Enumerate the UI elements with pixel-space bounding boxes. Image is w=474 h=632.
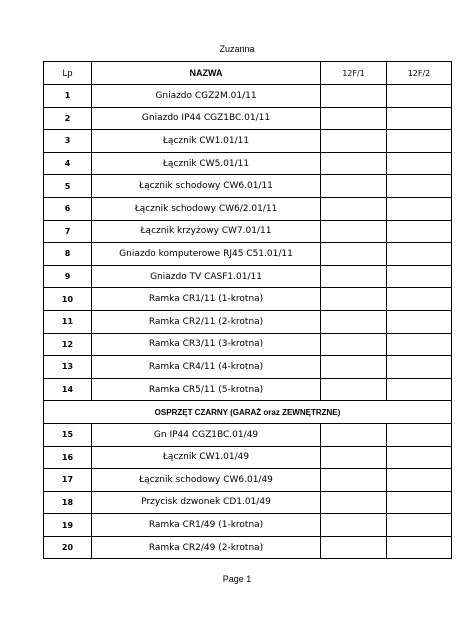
cell-12f1	[321, 107, 387, 130]
row-name: Łącznik schodowy CW6.01/11	[92, 175, 321, 198]
cell-12f2	[387, 288, 452, 311]
row-name: Gniazdo IP44 CGZ1BC.01/11	[92, 107, 321, 130]
row-number: 11	[44, 310, 92, 333]
table-body-black	[44, 423, 452, 559]
row-number: 8	[44, 243, 92, 266]
row-name: Gniazdo komputerowe RJ45 C51.01/11	[92, 243, 321, 266]
cell-12f1	[321, 288, 387, 311]
row-name: Ramka CR5/11 (5-krotna)	[92, 378, 321, 401]
cell-12f1	[321, 197, 387, 220]
table-row	[44, 333, 452, 356]
cell-12f1	[321, 152, 387, 175]
row-name: Łącznik schodowy CW6/2.01/11	[92, 197, 321, 220]
row-name: Gn IP44 CGZ1BC.01/49	[92, 423, 321, 446]
table-row	[44, 378, 452, 401]
row-number: 7	[44, 220, 92, 243]
table-row	[44, 423, 452, 446]
cell-12f1	[321, 536, 387, 559]
cell-12f1	[321, 514, 387, 537]
row-number: 17	[44, 469, 92, 492]
row-number: 1	[44, 85, 92, 108]
row-name: Ramka CR3/11 (3-krotna)	[92, 333, 321, 356]
cell-12f2	[387, 130, 452, 153]
row-number: 18	[44, 491, 92, 514]
row-number: 16	[44, 446, 92, 469]
row-number: 15	[44, 423, 92, 446]
row-number: 14	[44, 378, 92, 401]
row-number: 20	[44, 536, 92, 559]
cell-12f2	[387, 491, 452, 514]
table-row	[44, 85, 452, 108]
inventory-table	[43, 61, 452, 559]
table-body-white	[44, 85, 452, 401]
cell-12f1	[321, 446, 387, 469]
row-name: Łącznik schodowy CW6.01/49	[92, 469, 321, 492]
table-row	[44, 107, 452, 130]
table-row	[44, 310, 452, 333]
table-row	[44, 197, 452, 220]
row-name: Ramka CR1/11 (1-krotna)	[92, 288, 321, 311]
cell-12f2	[387, 378, 452, 401]
row-name: Gniazdo CGZ2M.01/11	[92, 85, 321, 108]
row-number: 4	[44, 152, 92, 175]
cell-12f2	[387, 310, 452, 333]
row-number: 2	[44, 107, 92, 130]
page-header: Zuzanna	[219, 44, 255, 54]
column-header-name: NAZWA	[92, 62, 321, 85]
row-name: Ramka CR2/11 (2-krotna)	[92, 310, 321, 333]
cell-12f1	[321, 130, 387, 153]
cell-12f2	[387, 107, 452, 130]
cell-12f2	[387, 265, 452, 288]
section-title: OSPRZĘT CZARNY (GARAŻ oraz ZEWNĘTRZNE)	[44, 401, 452, 424]
column-header-lp: Lp	[44, 62, 92, 85]
cell-12f1	[321, 243, 387, 266]
row-name: Łącznik CW5.01/11	[92, 152, 321, 175]
row-number: 10	[44, 288, 92, 311]
row-name: Ramka CR2/49 (2-krotna)	[92, 536, 321, 559]
table-row	[44, 220, 452, 243]
cell-12f1	[321, 378, 387, 401]
row-number: 3	[44, 130, 92, 153]
table-section-black	[44, 401, 452, 424]
table-row	[44, 356, 452, 379]
table-row	[44, 265, 452, 288]
table-row	[44, 514, 452, 537]
table-header-row	[44, 62, 452, 85]
column-header-12f1: 12F/1	[321, 62, 387, 85]
cell-12f1	[321, 310, 387, 333]
cell-12f1	[321, 220, 387, 243]
row-number: 9	[44, 265, 92, 288]
cell-12f2	[387, 536, 452, 559]
cell-12f2	[387, 356, 452, 379]
section-header-row	[44, 401, 452, 424]
row-number: 5	[44, 175, 92, 198]
cell-12f2	[387, 469, 452, 492]
table-row	[44, 130, 452, 153]
cell-12f2	[387, 514, 452, 537]
row-name: Gniazdo TV CASF1.01/11	[92, 265, 321, 288]
cell-12f1	[321, 356, 387, 379]
row-name: Łącznik CW1.01/49	[92, 446, 321, 469]
row-number: 13	[44, 356, 92, 379]
cell-12f2	[387, 152, 452, 175]
row-name: Łącznik CW1.01/11	[92, 130, 321, 153]
row-number: 6	[44, 197, 92, 220]
cell-12f1	[321, 469, 387, 492]
cell-12f2	[387, 333, 452, 356]
table-row	[44, 469, 452, 492]
row-name: Łącznik krzyżowy CW7.01/11	[92, 220, 321, 243]
row-name: Ramka CR4/11 (4-krotna)	[92, 356, 321, 379]
table-row	[44, 491, 452, 514]
cell-12f1	[321, 265, 387, 288]
table-row	[44, 152, 452, 175]
column-header-12f2: 12F/2	[387, 62, 452, 85]
row-number: 19	[44, 514, 92, 537]
table-row	[44, 288, 452, 311]
cell-12f2	[387, 85, 452, 108]
table-row	[44, 536, 452, 559]
cell-12f2	[387, 220, 452, 243]
cell-12f2	[387, 446, 452, 469]
cell-12f1	[321, 491, 387, 514]
page-footer: Page 1	[222, 574, 252, 584]
cell-12f1	[321, 85, 387, 108]
cell-12f2	[387, 423, 452, 446]
cell-12f2	[387, 243, 452, 266]
table-row	[44, 446, 452, 469]
table-row	[44, 243, 452, 266]
cell-12f2	[387, 197, 452, 220]
row-number: 12	[44, 333, 92, 356]
table-row	[44, 175, 452, 198]
cell-12f2	[387, 175, 452, 198]
cell-12f1	[321, 175, 387, 198]
row-name: Ramka CR1/49 (1-krotna)	[92, 514, 321, 537]
cell-12f1	[321, 333, 387, 356]
row-name: Przycisk dzwonek CD1.01/49	[92, 491, 321, 514]
cell-12f1	[321, 423, 387, 446]
